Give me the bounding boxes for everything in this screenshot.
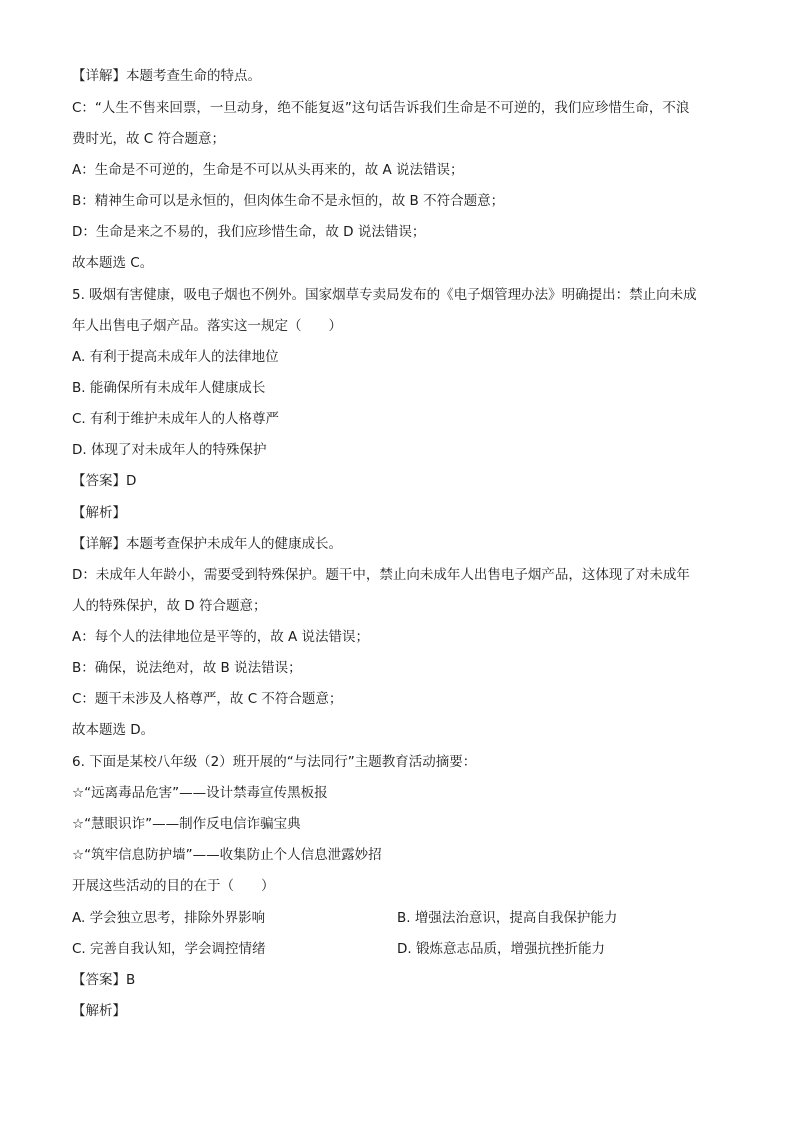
answer-label: 【答案】B <box>72 972 136 988</box>
text-line: C：题干未涉及人格尊严，故 C 不符合题意； <box>72 691 343 707</box>
activity-item: ☆“慧眼识诈”——制作反电信诈骗宝典 <box>72 816 301 832</box>
option-b: B. 增强法治意识，提高自我保护能力 <box>397 910 618 926</box>
analysis-label: 【解析】 <box>72 1003 126 1019</box>
text-line: D：生命是来之不易的，我们应珍惜生命，故 D 说法错误； <box>72 224 426 240</box>
text-line: 故本题选 D。 <box>72 722 155 738</box>
text-line: 【详解】本题考查生命的特点。 <box>72 68 261 84</box>
text-line: C：“人生不售来回票，一旦动身，绝不能复返”这句话告诉我们生命是不可逆的，我们应珍惜生命，不浪 <box>72 100 690 116</box>
answer-label: 【答案】D <box>72 473 137 489</box>
option-d: D. 锻炼意志品质，增强抗挫折能力 <box>397 941 605 957</box>
question-6-stem: 开展这些活动的目的在于（ ） <box>72 878 275 894</box>
option-c: C. 完善自我认知，学会调控情绪 <box>72 941 266 957</box>
text-line: A：生命是不可逆的，生命是不可以从头再来的，故 A 说法错误； <box>72 162 464 178</box>
activity-item: ☆“筑牢信息防护墙”——收集防止个人信息泄露妙招 <box>72 847 382 863</box>
question-6-stem: 6. 下面是某校八年级（2）班开展的“与法同行”主题教育活动摘要： <box>72 754 477 770</box>
option-d: D. 体现了对未成年人的特殊保护 <box>72 442 267 458</box>
analysis-label: 【解析】 <box>72 505 126 521</box>
question-5-stem: 年人出售电子烟产品。落实这一规定（ ） <box>72 318 342 334</box>
text-line: 故本题选 C。 <box>72 255 154 271</box>
text-line: A：每个人的法律地位是平等的，故 A 说法错误； <box>72 629 370 645</box>
activity-item: ☆“远离毒品危害”——设计禁毒宣传黑板报 <box>72 785 328 801</box>
option-a: A. 学会独立思考，排除外界影响 <box>72 910 266 926</box>
text-line: 人的特殊保护，故 D 符合题意； <box>72 598 267 614</box>
text-line: B：确保，说法绝对，故 B 说法错误； <box>72 660 302 676</box>
text-line: 费时光，故 C 符合题意； <box>72 131 226 147</box>
question-5-stem: 5. 吸烟有害健康，吸电子烟也不例外。国家烟草专卖局发布的《电子烟管理办法》明确提出：禁止向未成 <box>72 287 697 303</box>
text-line: 【详解】本题考查保护未成年人的健康成长。 <box>72 536 342 552</box>
text-line: D：未成年人年龄小，需要受到特殊保护。题干中，禁止向未成年人出售电子烟产品，这体现了对未成年 <box>72 567 690 583</box>
text-line: B：精神生命可以是永恒的，但肉体生命不是永恒的，故 B 不符合题意； <box>72 193 505 209</box>
option-b: B. 能确保所有未成年人健康成长 <box>72 380 266 396</box>
option-a: A. 有利于提高未成年人的法律地位 <box>72 349 279 365</box>
option-c: C. 有利于维护未成年人的人格尊严 <box>72 411 280 427</box>
